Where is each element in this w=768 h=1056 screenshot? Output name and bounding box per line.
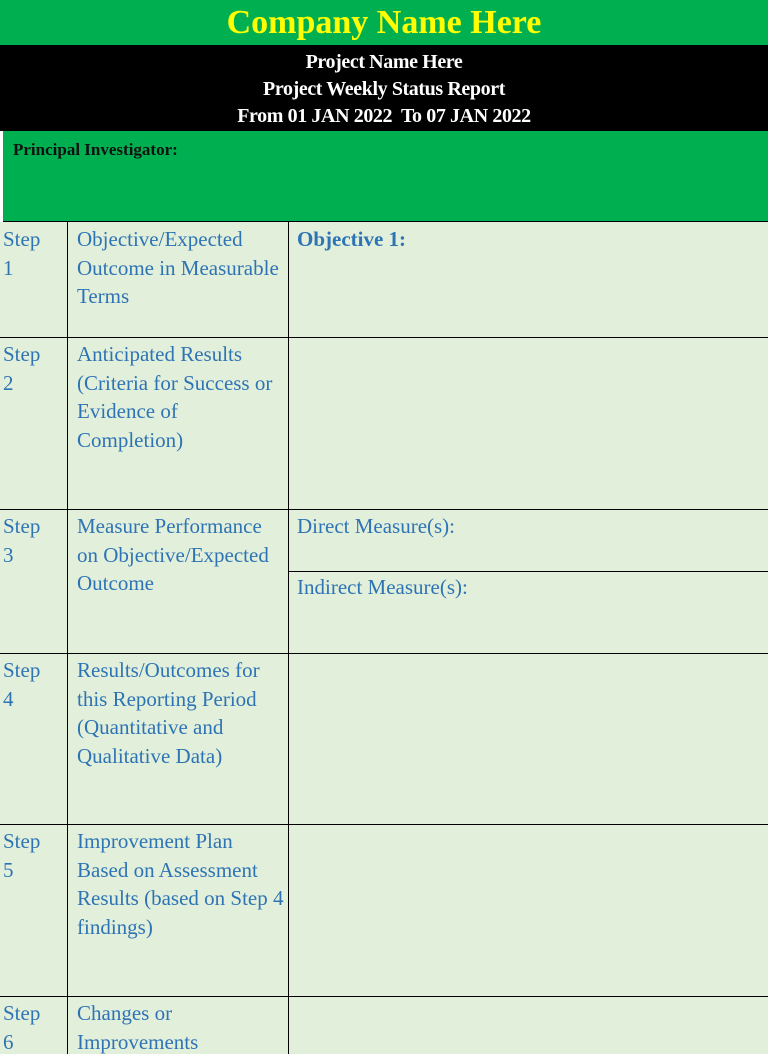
step-6-description: Changes or Improvements [77,1001,199,1054]
step-6-label: Step 6 [3,1001,41,1054]
step-4-label: Step 4 [3,658,41,711]
step-3-description: Measure Performance on Objective/Expected Outcome [77,514,269,595]
principal-investigator-section [3,131,768,222]
indirect-measures-field[interactable]: Indirect Measure(s): [297,575,468,599]
report-title: Project Weekly Status Report [263,78,505,100]
step-2-description: Anticipated Results (Criteria for Success or Evidence of Completion) [77,342,273,452]
step-1-label: Step 1 [3,227,41,280]
step-2-label: Step 2 [3,342,41,395]
direct-measures-field[interactable]: Direct Measure(s): [297,514,456,538]
project-name: Project Name Here [305,51,463,73]
step-5-label: Step 5 [3,829,41,882]
step-4-description: Results/Outcomes for this Reporting Period (Quantitative and Qualitative Data) [77,658,260,768]
company-name: Company Name Here [0,0,768,46]
date-range: From 01 JAN 2022 To 07 JAN 2022 [237,105,531,127]
objective-1-field[interactable]: Objective 1: [297,227,407,251]
step-1-description: Objective/Expected Outcome in Measurable Terms [77,227,279,308]
report-header [0,46,768,131]
step-5-description: Improvement Plan Based on Assessment Results (based on Step 4 findings) [77,829,284,939]
principal-investigator-label: Principal Investigator: [13,140,178,159]
steps-table [0,222,768,1054]
step-3-label: Step 3 [3,514,41,567]
